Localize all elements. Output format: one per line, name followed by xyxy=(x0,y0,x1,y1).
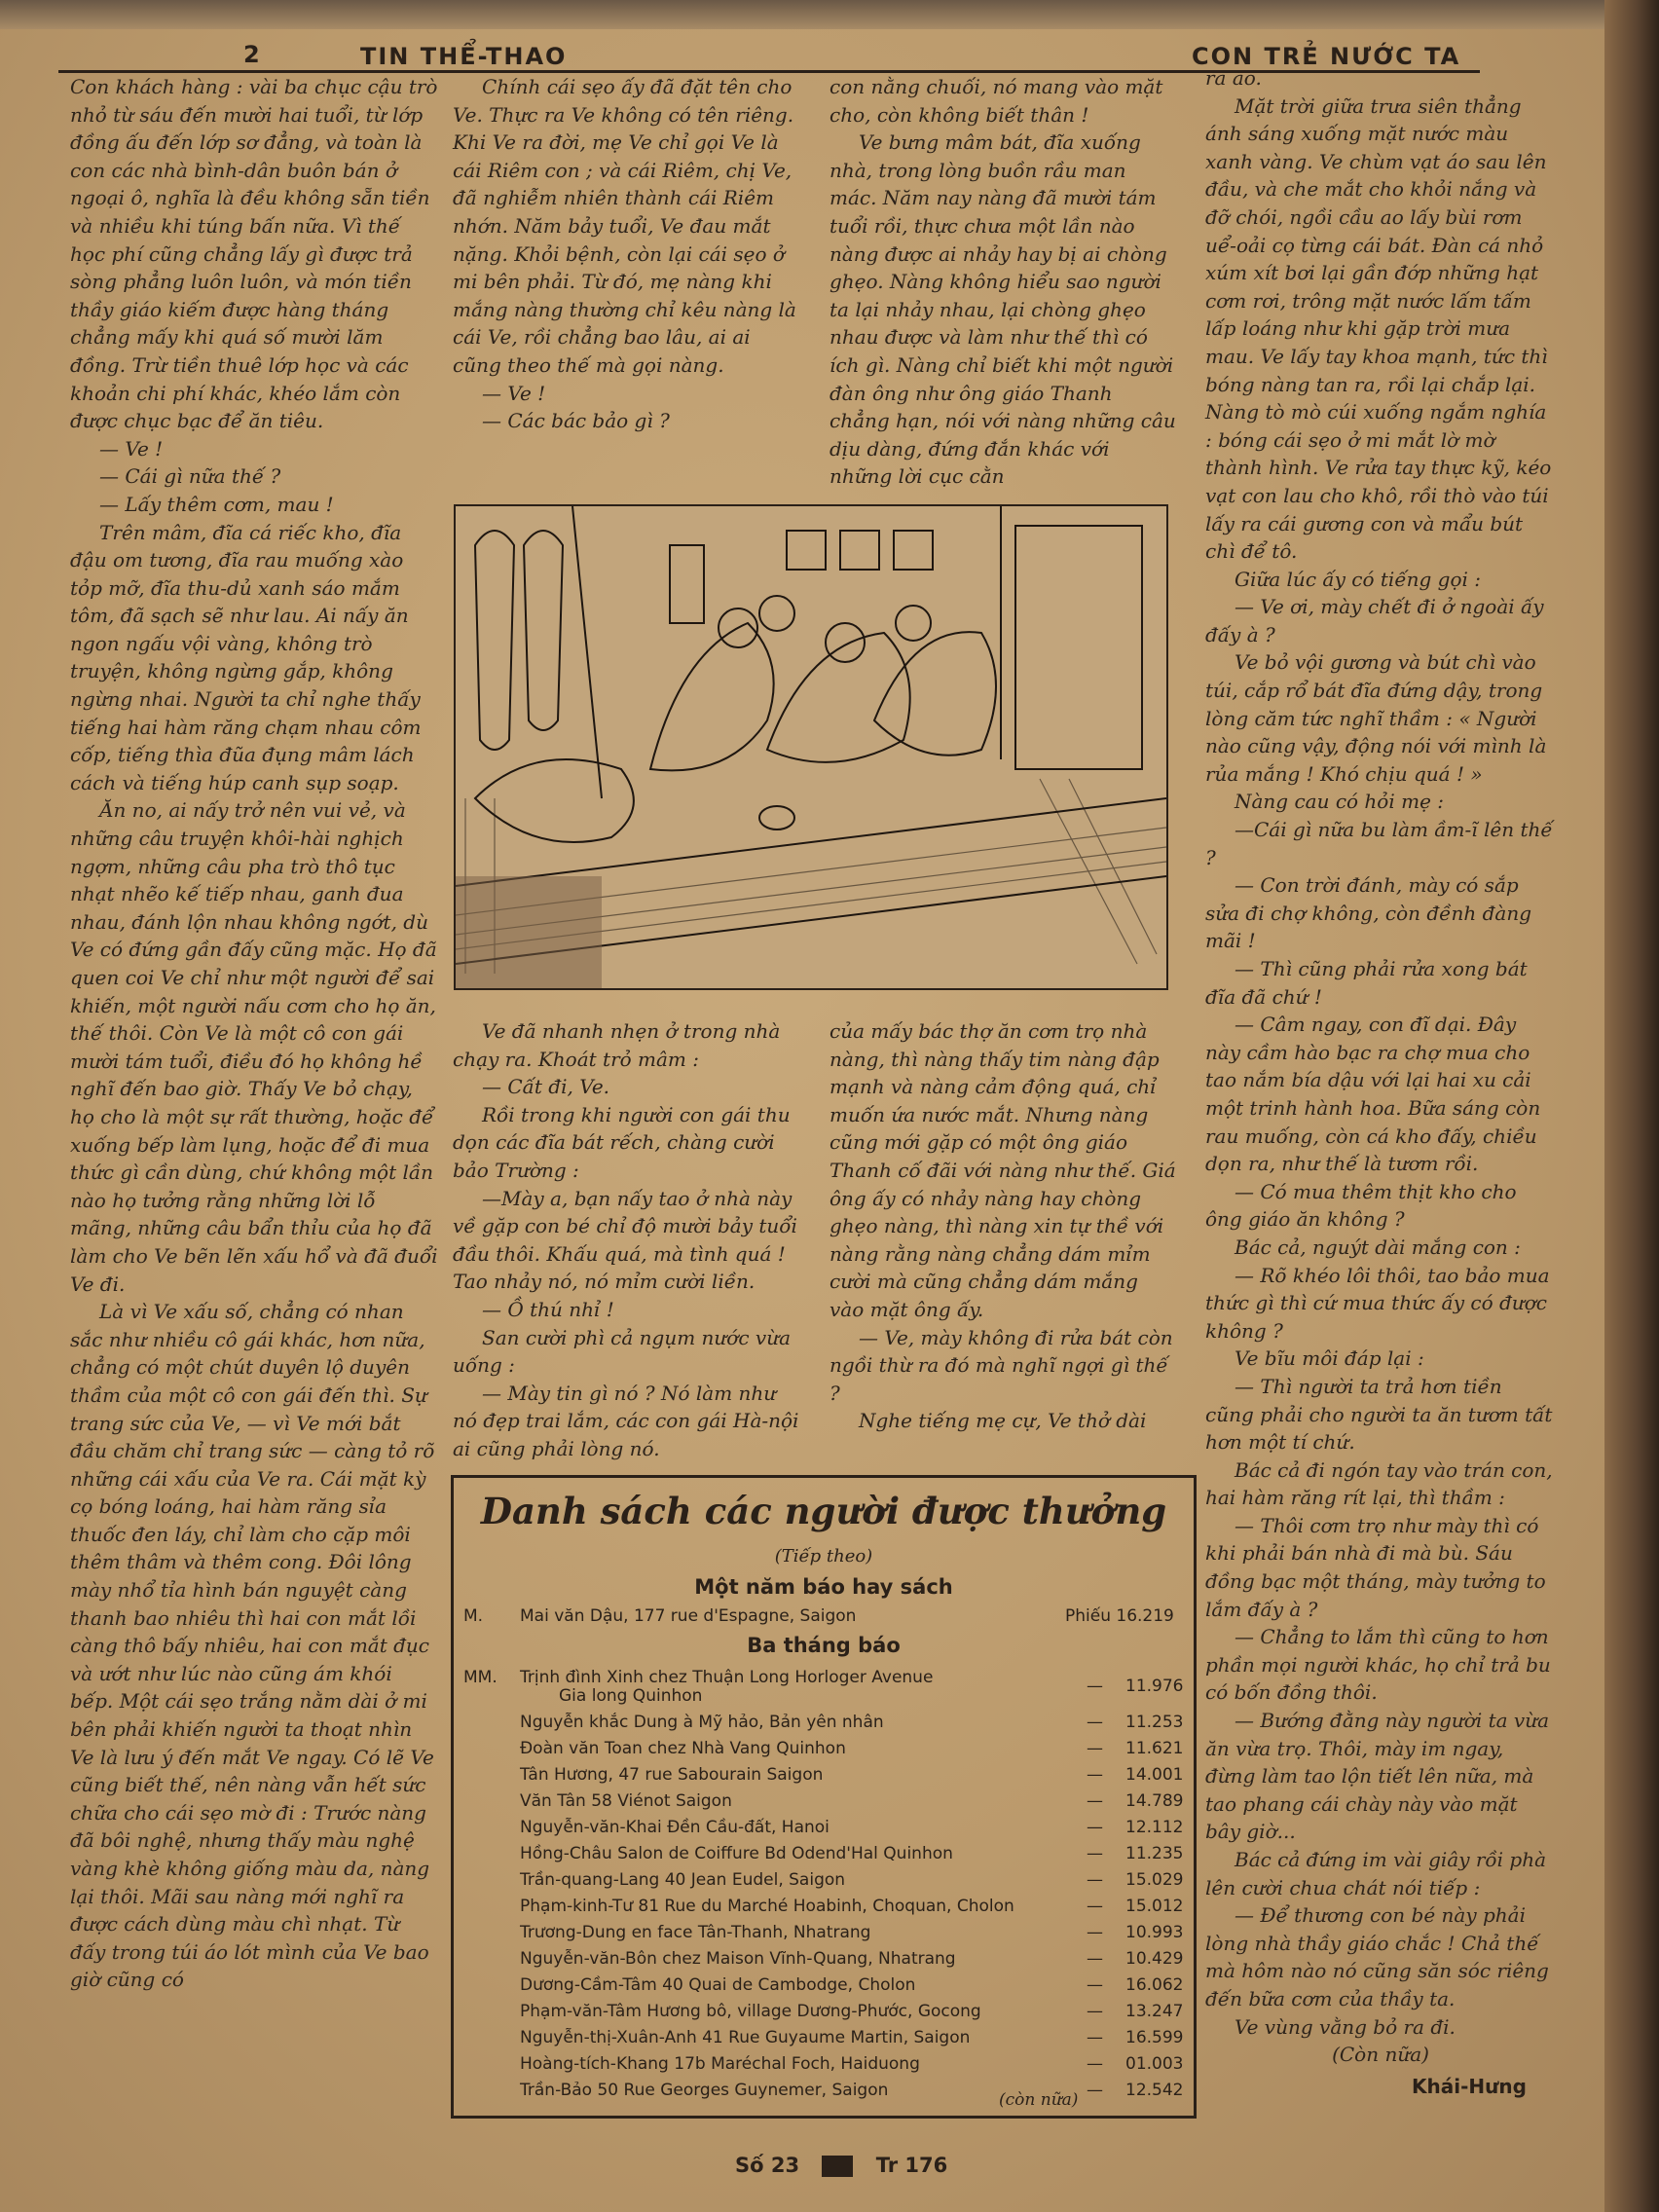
footer-page: Tr 176 xyxy=(875,2154,948,2177)
column-1 xyxy=(70,73,438,1994)
page-number: 2 xyxy=(243,41,260,68)
paragraph: Ve bĩu môi đáp lại : xyxy=(1235,1346,1424,1371)
paragraph: — Thôi cơm trọ như mày thì có khi phải bán nhà đi mà bù. Sáu đồng bạc một tháng, mày tưởng to lắm đấy à ? xyxy=(1205,1513,1546,1621)
paragraph: — Lấy thêm cơm, mau ! xyxy=(99,492,334,516)
paragraph: — Câm ngay, con đĩ dại. Đây này cầm hào bạc ra chợ mua cho tao nắm bía dậu với lại hai xu cải một trinh hành hoa. Bữa sáng còn rau muống, còn cá kho đấy, chiều dọn ra, như thế là tươm rồi. xyxy=(1205,1013,1541,1176)
winner-name: Tân Hương, 47 rue Sabourain Saigon xyxy=(520,1765,824,1785)
header-left-title: TIN THỂ-THAO xyxy=(360,43,568,70)
winner-ticket: 01.003 xyxy=(1125,2054,1184,2074)
paragraph: Bác cả đi ngón tay vào trán con, hai hàm răng rít lại, thì thầm : xyxy=(1205,1457,1553,1510)
winner-name: Trần-quang-Lang 40 Jean Eudel, Saigon xyxy=(520,1870,846,1890)
paragraph: — Các bác bảo gì ? xyxy=(482,409,670,433)
paragraph: — Mày tin gì nó ? Nó làm như nó đẹp trai lắm, các con gái Hà-nội ai cũng phải lòng nó. xyxy=(453,1381,799,1460)
winner-ticket: 11.235 xyxy=(1125,1844,1184,1863)
prize-winners-box xyxy=(451,1475,1197,2119)
winner-name: Nguyễn khắc Dung à Mỹ hảo, Bản yên nhân xyxy=(520,1713,884,1732)
paragraph: Bác cả đứng im vài giây rồi phà lên cười chua chát nói tiếp : xyxy=(1205,1848,1547,1899)
winner-ticket: 10.429 xyxy=(1125,1949,1184,1969)
paragraph: —Mày a, bạn nấy tao ở nhà này về gặp con bé chỉ độ mười bảy tuổi đầu thôi. Khấu quá, mà tình quá ! Tao nhảy nó, nó mỉm cười liền. xyxy=(453,1186,797,1294)
paragraph: — Thì cũng phải rửa xong bát đĩa đã chứ ! xyxy=(1205,957,1528,1009)
winner-dash: — xyxy=(1087,2028,1103,2047)
winner-dash: — xyxy=(1087,1791,1103,1811)
paragraph: Chính cái sẹo ấy đã đặt tên cho Ve. Thực ra Ve không có tên riêng. Khi Ve ra đời, mẹ Ve chỉ gọi Ve là cái Riêm con ; và cái Riêm, chị Ve, đã nghiễm nhiên thành cái Riêm nhớn. Năm bảy tuổi, Ve đau mắt nặng. Khỏi bệnh, còn lại cái sẹo ở mi bên phải. Từ đó, mẹ nàng khi mắng nàng thường chỉ kêu nàng là cái Ve, rồi chẳng bao lâu, ai ai cũng theo thế mà gọi nàng. xyxy=(453,75,796,377)
issue-number: Số 23 xyxy=(735,2154,800,2177)
winner-dash: — xyxy=(1087,1897,1103,1916)
column-3-top xyxy=(830,73,1178,491)
winner-ticket: 14.001 xyxy=(1125,1765,1184,1785)
winner-dash: — xyxy=(1087,1923,1103,1942)
paragraph: Giữa lúc ấy có tiếng gọi : xyxy=(1235,567,1481,591)
winner-name-cont: Gia long Quinhon xyxy=(559,1686,703,1706)
paragraph: — Để thương con bé này phải lòng nhà thầy giáo chắc ! Chả thế mà hôm nào nó cũng săn sóc riêng đến bữa cơm của thầy ta. xyxy=(1205,1903,1549,2010)
winner-name: Nguyễn-thị-Xuân-Anh 41 Rue Guyaume Martin, Saigon xyxy=(520,2028,971,2047)
column-4 xyxy=(1205,64,1556,2069)
paragraph: — Cái gì nữa thế ? xyxy=(99,464,281,489)
paragraph: (Còn nữa) xyxy=(1332,2043,1429,2067)
paragraph: Nàng cau có hỏi mẹ : xyxy=(1235,790,1444,814)
winner-ticket: 12.112 xyxy=(1125,1818,1184,1837)
column-2-top xyxy=(453,73,803,435)
winner-name: Phạm-kinh-Tư 81 Rue du Marché Hoabinh, Choquan, Cholon xyxy=(520,1897,1014,1916)
paragraph: — Thì người ta trả hơn tiền cũng phải cho người ta ăn tươm tất hơn một tí chứ. xyxy=(1205,1374,1553,1455)
winner-name: Hồng-Châu Salon de Coiffure Bd Odend'Hal Quinhon xyxy=(520,1844,953,1863)
paragraph: Trên mâm, đĩa cá riếc kho, đĩa đậu om tương, đĩa rau muống xào tỏp mỡ, đĩa thu-dủ xanh sáo mắm tôm, đã sạch sẽ như lau. Ai nấy ăn ngon ngấu vội vàng, không trò truyện, không ngừng gắp, không ngừng nhai. Người ta chỉ nghe thấy tiếng hai hàm răng chạm nhau côm cốp, tiếng thìa đũa đụng mâm lách cách và tiếng húp canh sụp soạp. xyxy=(70,520,422,794)
winner-dash: — xyxy=(1087,2002,1103,2021)
page-footer xyxy=(735,2154,947,2177)
winner-dash: — xyxy=(1087,2054,1103,2074)
paragraph: Bác cả, nguýt dài mắng con : xyxy=(1235,1235,1521,1259)
paragraph: Là vì Ve xấu số, chẳng có nhan sắc như nhiều cô gái khác, hơn nữa, chẳng có một chút duyên lộ duyên thầm của một cô con gái đến thì. Sự trang sức của Ve, — vì Ve mới bắt đầu chăm chỉ trang sức — càng tỏ rõ những cái xấu của Ve ra. Cái mặt kỳ cọ bóng loáng, hai hàm răng sỉa thuốc đen láy, chỉ làm cho cặp môi thêm thâm và thêm cong. Đôi lông mày nhổ tỉa hình bán nguyệt càng thanh bao nhiêu thì hai con mắt lồi càng thô bấy nhiêu, hai con mắt đục và ướt như lúc nào cũng ám khói bếp. Một cái sẹo trắng nằm dài ở mi bên phải khiến người ta thoạt nhìn Ve là lưu ý đến mắt Ve ngay. Có lẽ Ve cũng biết thế, nên nàng vẫn hết sức chữa cho cái sẹo mờ đi : Trước nàng đã bôi nghệ, nhưng thấy màu nghệ vàng khè không giống màu da, nàng lại thôi. Mãi sau nàng mới nghĩ ra được cách dùng màu chì nhạt. Từ đấy trong túi áo lót mình của Ve bao giờ cũng có xyxy=(70,1300,435,1992)
list-prefix: MM. xyxy=(463,1668,498,1687)
paragraph: San cười phì cả ngụm nước vừa uống : xyxy=(453,1325,792,1378)
winner-ticket: 14.789 xyxy=(1125,1791,1184,1811)
paragraph: — Ve ! xyxy=(99,436,164,461)
winner-dash: — xyxy=(1087,2081,1103,2100)
paragraph: — Bướng đằng này người ta vừa ăn vừa trọ. Thôi, mày im ngay, đừng làm tao lộn tiết lên nữa, mà tao phang cái chày này vào mặt bây giờ... xyxy=(1205,1709,1550,1844)
dining-scene-illustration xyxy=(456,506,1166,988)
section-one-year: Một năm báo hay sách xyxy=(694,1575,953,1599)
paragraph: — Cất đi, Ve. xyxy=(482,1075,610,1099)
winner-name: Trương-Dung en face Tân-Thanh, Nhatrang xyxy=(520,1923,871,1942)
paragraph: con nằng chuối, nó mang vào mặt cho, còn không biết thân ! xyxy=(830,75,1163,127)
winner-dash: — xyxy=(1087,1975,1103,1995)
winner-dash: — xyxy=(1087,1844,1103,1863)
paragraph: Ăn no, ai nấy trở nên vui vẻ, và những câu truyện khôi-hài nghịch ngợm, những câu pha trò thô tục nhạt nhẽo kế tiếp nhau, ganh đua nhau, đánh lộn nhau không ngớt, dù Ve có đứng gần đấy cũng mặc. Họ đã quen coi Ve chỉ như một người để sai khiến, một người nấu cơm cho họ ăn, thế thôi. Còn Ve là một cô con gái mười tám tuổi, điều đó họ không hề nghĩ đến bao giờ. Thấy Ve bỏ chạy, họ cho là một sự rất thường, hoặc để xuống bếp làm lụng, hoặc để đi mua thức gì cần dùng, chứ không một lần nào họ tưởng rằng những lời lỗ mãng, những câu bẩn thỉu của họ đã làm cho Ve bẽn lẽn xấu hổ và đã đuổi Ve đi. xyxy=(70,798,438,1296)
woodcut-illustration xyxy=(454,504,1168,990)
winner-dash: — xyxy=(1087,1949,1103,1969)
paragraph: — Có mua thêm thịt kho cho ông giáo ăn không ? xyxy=(1205,1179,1517,1232)
first-ticket: Phiếu 16.219 xyxy=(1065,1606,1174,1626)
winner-ticket: 11.621 xyxy=(1125,1739,1184,1758)
winner-ticket: 16.599 xyxy=(1125,2028,1184,2047)
paragraph: — Ồ thú nhỉ ! xyxy=(482,1297,614,1321)
paragraph: — Con trời đánh, mày có sắp sửa đi chợ không, còn đềnh đàng mãi ! xyxy=(1205,873,1532,953)
winner-name: Phạm-văn-Tâm Hương bô, village Dương-Phước, Gocong xyxy=(520,2002,981,2021)
author-signature: Khái-Hưng xyxy=(1412,2075,1527,2098)
paragraph: Mặt trời giữa trưa siên thẳng ánh sáng xuống mặt nước màu xanh vàng. Ve chùm vạt áo sau lên đầu, và che mắt cho khỏi nắng và đỡ chói, ngồi cầu ao lấy bùi rơm uể-oải cọ từng cái bát. Đàn cá nhỏ xúm xít bơi lại gần đớp những hạt cơm rơi, trông mặt nước lấm tấm lấp loáng như khi gặp trời mưa mau. Ve lấy tay khoa mạnh, tức thì bóng nàng tan ra, rồi lại chắp lại. Nàng tò mò cúi xuống ngắm nghía : bóng cái sẹo ở mi mắt lờ mờ thành hình. Ve rửa tay thực kỹ, kéo vạt con lau cho khô, rồi thò vào túi lấy ra cái gương con và mẩu bút chì để tô. xyxy=(1205,93,1552,564)
winner-name: Trịnh đình Xinh chez Thuận Long Horloger Avenue xyxy=(520,1668,934,1687)
paragraph: — Rõ khéo lôi thôi, tao bảo mua thức gì thì cứ mua thức ấy có được không ? xyxy=(1205,1263,1550,1343)
box-continued: (còn nữa) xyxy=(999,2090,1079,2110)
winner-name: Nguyễn-văn-Bôn chez Maison Vĩnh-Quang, Nhatrang xyxy=(520,1949,956,1969)
winner-ticket: 15.029 xyxy=(1125,1870,1184,1890)
footer-logo-icon xyxy=(822,2156,853,2177)
box-title: Danh sách các người được thưởng xyxy=(480,1490,1167,1532)
winner-dash: — xyxy=(1087,1765,1103,1785)
header-right-title: CON TRẺ NƯỚC TA xyxy=(1192,43,1461,70)
winner-ticket: 15.012 xyxy=(1125,1897,1184,1916)
winner-name: Văn Tân 58 Viénot Saigon xyxy=(520,1791,732,1811)
paragraph: — Ve ơi, mày chết đi ở ngoài ấy đấy à ? xyxy=(1205,595,1544,646)
winner-name: Dương-Cầm-Tâm 40 Quai de Cambodge, Cholon xyxy=(520,1975,916,1995)
winner-ticket: 10.993 xyxy=(1125,1923,1184,1942)
paragraph: Ve vùng vằng bỏ ra đi. xyxy=(1235,2014,1456,2039)
column-3-bottom xyxy=(830,1017,1178,1435)
winner-ticket: 16.062 xyxy=(1125,1975,1184,1995)
winner-name: Nguyễn-văn-Khai Đền Cầu-đất, Hanoi xyxy=(520,1818,830,1837)
winner-ticket: 13.247 xyxy=(1125,2002,1184,2021)
first-winner: Mai văn Dậu, 177 rue d'Espagne, Saigon xyxy=(520,1606,857,1626)
first-prefix: M. xyxy=(463,1606,484,1626)
winner-ticket: 11.253 xyxy=(1125,1713,1184,1732)
paragraph: — Ve ! xyxy=(482,381,546,405)
column-2-bottom xyxy=(453,1017,803,1463)
winner-ticket: 12.542 xyxy=(1125,2081,1184,2100)
winner-name: Trần-Bảo 50 Rue Georges Guynemer, Saigon xyxy=(520,2081,889,2100)
winner-name: Hoàng-tích-Khang 17b Maréchal Foch, Haiduong xyxy=(520,2054,920,2074)
paragraph: Rồi trong khi người con gái thu dọn các đĩa bát rếch, chàng cười bảo Trường : xyxy=(453,1102,791,1182)
box-subtitle: (Tiếp theo) xyxy=(774,1546,873,1567)
winner-dash: — xyxy=(1087,1713,1103,1732)
winner-name: Đoàn văn Toan chez Nhà Vang Quinhon xyxy=(520,1739,846,1758)
winner-dash: — xyxy=(1087,1870,1103,1890)
paragraph: —Cái gì nữa bu làm ầm-ĩ lên thế ? xyxy=(1205,818,1553,869)
paragraph: — Chẳng to lắm thì cũng to hơn phần mọi người khác, họ chỉ trả bu có bốn đồng thôi. xyxy=(1205,1625,1551,1705)
paragraph: Con khách hàng : vài ba chục cậu trò nhỏ từ sáu đến mười hai tuổi, từ lớp đồng ấu đến lớp sơ đẳng, và toàn là con các nhà bình-dân buôn bán ở ngoại ô, nghĩa là đều không sẵn tiền và nhiều khi túng bấn nữa. Vì thế học phí cũng chẳng lấy gì được trả sòng phẳng luôn luôn, và món tiền thầy giáo kiếm được hàng tháng chẳng mấy khi quá số mười lăm đồng. Trừ tiền thuê lớp học và các khoản chi phí khác, khéo lắm còn được chục bạc để ăn tiêu. xyxy=(70,75,438,433)
page-top-edge xyxy=(0,0,1659,29)
winner-dash: — xyxy=(1087,1677,1103,1696)
winner-ticket: 11.976 xyxy=(1125,1677,1184,1696)
paragraph: Nghe tiếng mẹ cự, Ve thở dài xyxy=(859,1409,1147,1433)
paragraph: — Ve, mày không đi rửa bát còn ngồi thừ ra đó mà nghĩ ngợi gì thế ? xyxy=(830,1325,1173,1405)
book-binding xyxy=(1604,0,1659,2212)
paragraph: Ve đã nhanh nhẹn ở trong nhà chạy ra. Khoát trỏ mâm : xyxy=(453,1019,781,1071)
section-three-months: Ba tháng báo xyxy=(747,1634,901,1657)
paragraph: Ve bỏ vội gương và bút chì vào túi, cắp rổ bát đĩa đứng dậy, trong lòng căm tức nghĩ thầm : « Người nào cũng vậy, động nói với mình là rủa mắng ! Khó chịu quá ! » xyxy=(1205,650,1547,786)
paragraph: Ve bưng mâm bát, đĩa xuống nhà, trong lòng buồn rầu man mác. Năm nay nàng đã mười tám tuổi rồi, thực chưa một lần nào nàng được ai nhảy hay bị ai chòng ghẹo. Nàng không hiểu sao người ta lại nhảy nhau, lại chòng ghẹo nhau được và làm như thế thì có ích gì. Nàng chỉ biết khi một người đàn ông như ông giáo Thanh chẳng hạn, nói với nàng những câu dịu dàng, đứng đắn khác với những lời cục cằn xyxy=(830,130,1176,489)
winner-dash: — xyxy=(1087,1818,1103,1837)
winner-dash: — xyxy=(1087,1739,1103,1758)
paragraph: ra ao. xyxy=(1205,66,1262,90)
paragraph: của mấy bác thợ ăn cơm trọ nhà nàng, thì nàng thấy tim nàng đập mạnh và nàng cảm động quá, chỉ muốn ứa nước mắt. Nhưng nàng cũng mới gặp có một ông giáo Thanh cố đãi với nàng như thế. Giá ông ấy có nhảy nàng hay chòng ghẹo nàng, thì nàng xin tự thề với nàng rằng nàng chẳng dám mỉm cười mà cũng chẳng dám mắng vào mặt ông ấy. xyxy=(830,1019,1176,1321)
